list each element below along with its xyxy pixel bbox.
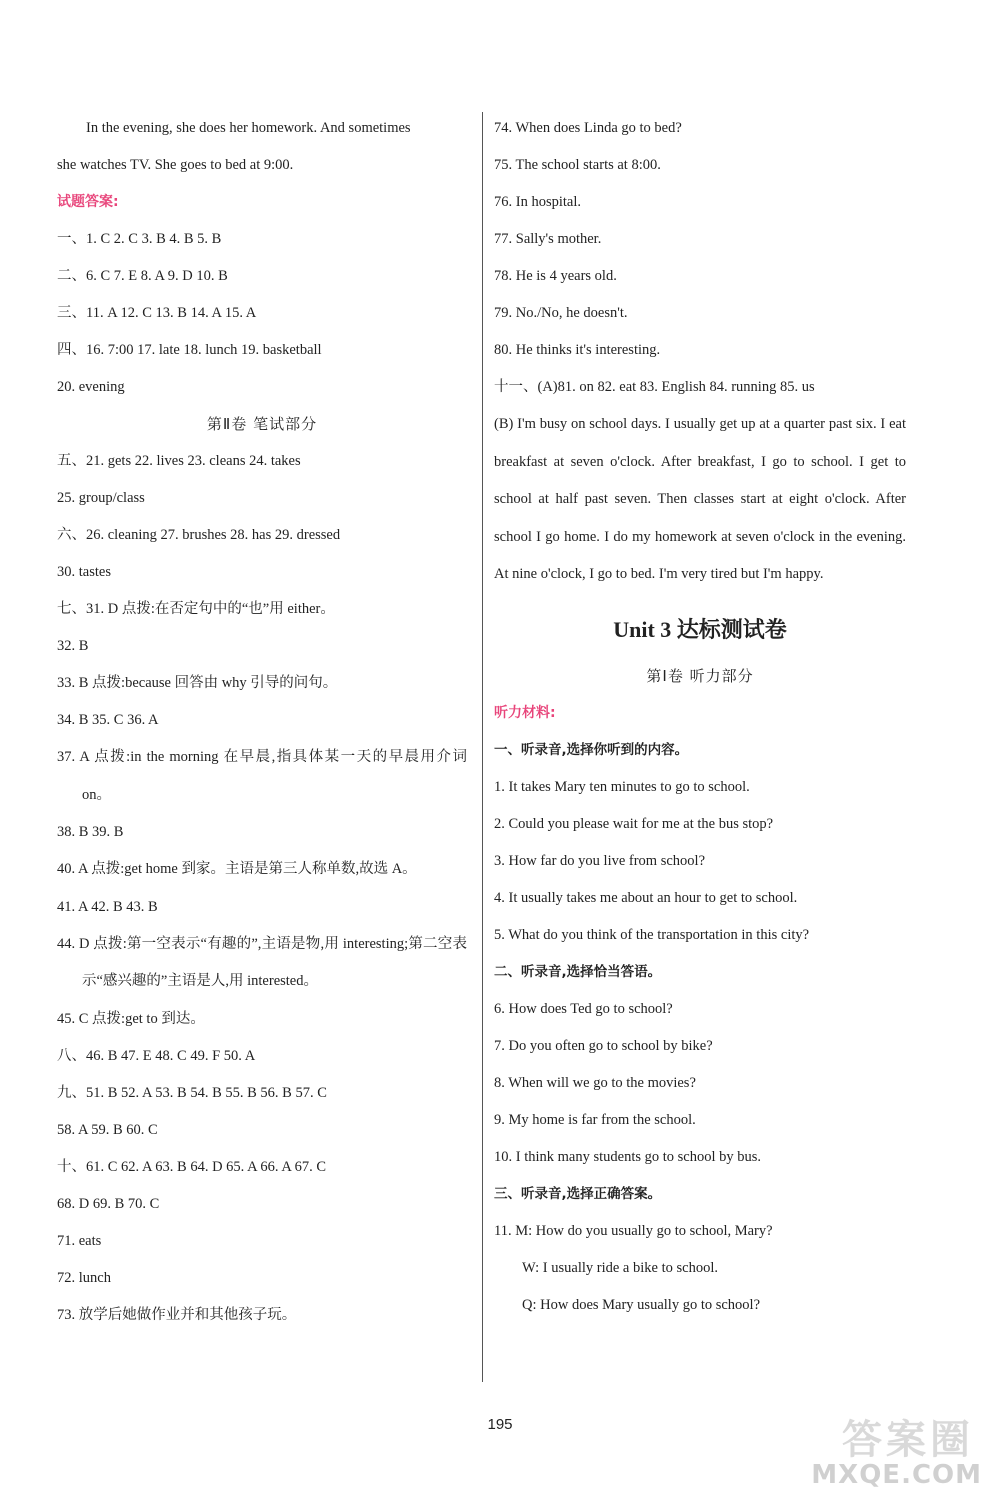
answer-line: 58. A 59. B 60. C — [57, 1121, 158, 1138]
answer-line: 六、26. cleaning 27. brushes 28. has 29. dressed — [57, 527, 341, 543]
listening-item: 4. It usually takes me about an hour to get to school. — [494, 889, 798, 906]
answer-line: 32. B — [57, 638, 89, 654]
listening-item: 8. When will we go to the movies? — [494, 1074, 696, 1091]
watermark-url: MXQE.COM — [811, 1460, 982, 1490]
answer-line: 72. lunch — [57, 1269, 111, 1286]
answer-line: 71. eats — [57, 1232, 102, 1249]
answer-line: 五、21. gets 22. lives 23. cleans 24. takes — [57, 453, 301, 469]
answer-line: 41. A 42. B 43. B — [57, 898, 158, 915]
answer-line: 一、1. C 2. C 3. B 4. B 5. B — [57, 231, 222, 247]
answer-note: 44. D 点拨:第一空表示“有趣的”,主语是物,用 interesting;第二空表示“感兴趣的”主语是人,用 interested。 — [57, 935, 467, 989]
column-divider — [482, 112, 483, 1382]
part-heading: 一、听录音,选择你听到的内容。 — [494, 741, 689, 758]
answer-line: 九、51. B 52. A 53. B 54. B 55. B 56. B 57. C — [57, 1084, 327, 1101]
answer-line: 78. He is 4 years old. — [494, 268, 617, 284]
listening-item: 10. I think many students go to school by bus. — [494, 1148, 762, 1165]
answer-line: 十、61. C 62. A 63. B 64. D 65. A 66. A 67. C — [57, 1158, 327, 1175]
answer-line: 79. No./No, he doesn't. — [494, 305, 628, 321]
watermark-logo — [732, 1408, 982, 1492]
answers-heading: 试题答案: — [57, 194, 119, 210]
left-column — [57, 110, 467, 1334]
right-column — [494, 110, 906, 1324]
answer-line: 73. 放学后她做作业并和其他孩子玩。 — [57, 1306, 297, 1323]
answer-note: 40. A 点拨:get home 到家。主语是第三人称单数,故选 A。 — [57, 861, 417, 877]
page-number: 195 — [487, 1416, 513, 1433]
listening-item: 1. It takes Mary ten minutes to go to school. — [494, 778, 750, 795]
answer-line: 74. When does Linda go to bed? — [494, 120, 682, 136]
part-heading: 三、听录音,选择正确答案。 — [494, 1185, 662, 1202]
answer-line: 四、16. 7:00 17. late 18. lunch 19. basketball — [57, 342, 322, 358]
section-title: 第Ⅱ卷 笔试部分 — [206, 415, 318, 433]
listening-item: Q: How does Mary usually go to school? — [522, 1296, 761, 1313]
part-heading: 二、听录音,选择恰当答语。 — [494, 963, 662, 980]
watermark-text: 答案圈 — [842, 1417, 974, 1463]
answer-line: 34. B 35. C 36. A — [57, 712, 159, 728]
answer-line: 三、11. A 12. C 13. B 14. A 15. A — [57, 305, 257, 321]
listening-item: 3. How far do you live from school? — [494, 852, 706, 869]
answer-line: 38. B 39. B — [57, 824, 124, 840]
listening-item: 7. Do you often go to school by bike? — [494, 1037, 713, 1054]
listening-item: 6. How does Ted go to school? — [494, 1000, 673, 1017]
section-title: 第Ⅰ卷 听力部分 — [646, 666, 754, 685]
listening-item: W: I usually ride a bike to school. — [522, 1259, 718, 1276]
answer-line: 80. He thinks it's interesting. — [494, 342, 661, 358]
listening-item: 11. M: How do you usually go to school, Mary? — [494, 1222, 773, 1239]
passage-b: (B) I'm busy on school days. I usually get up at a quarter past six. I eat breakfast at seven o'clock. After breakfast, I go to school. I get to school at half past seven. Then classes start at eight o'clock. After school I go home. I do my homework at seven o'clock in the evening. At nine o'clock, I go to bed. I'm very tired but I'm happy. — [494, 416, 906, 582]
answer-line: 33. B 点拨:because 回答由 why 引导的问句。 — [57, 675, 338, 691]
intro-line-1: In the evening, she does her homework. And sometimes — [86, 120, 411, 136]
intro-line-2: she watches TV. She goes to bed at 9:00. — [57, 157, 294, 173]
listening-heading: 听力材料: — [494, 704, 556, 721]
answer-line: 76. In hospital. — [494, 194, 581, 210]
answer-line: 25. group/class — [57, 490, 145, 506]
answer-line: 30. tastes — [57, 564, 111, 580]
listening-item: 2. Could you please wait for me at the bus stop? — [494, 815, 774, 832]
answer-line: 75. The school starts at 8:00. — [494, 157, 661, 173]
answer-line: 八、46. B 47. E 48. C 49. F 50. A — [57, 1047, 256, 1064]
answer-line: 45. C 点拨:get to 到达。 — [57, 1010, 205, 1027]
answer-line: 68. D 69. B 70. C — [57, 1195, 160, 1212]
answer-line: 20. evening — [57, 379, 125, 395]
listening-item: 9. My home is far from the school. — [494, 1111, 696, 1128]
answer-line: 二、6. C 7. E 8. A 9. D 10. B — [57, 268, 228, 284]
unit-title: Unit 3 达标测试卷 — [613, 616, 787, 642]
answer-line: 七、31. D 点拨:在否定句中的“也”用 either。 — [57, 601, 335, 617]
answer-line: 十一、(A)81. on 82. eat 83. English 84. running 85. us — [494, 379, 815, 395]
answer-note: 37. A 点拨:in the morning 在早晨,指具体某一天的早晨用介词 on。 — [57, 749, 467, 803]
answer-line: 77. Sally's mother. — [494, 231, 602, 247]
listening-item: 5. What do you think of the transportation in this city? — [494, 926, 810, 943]
